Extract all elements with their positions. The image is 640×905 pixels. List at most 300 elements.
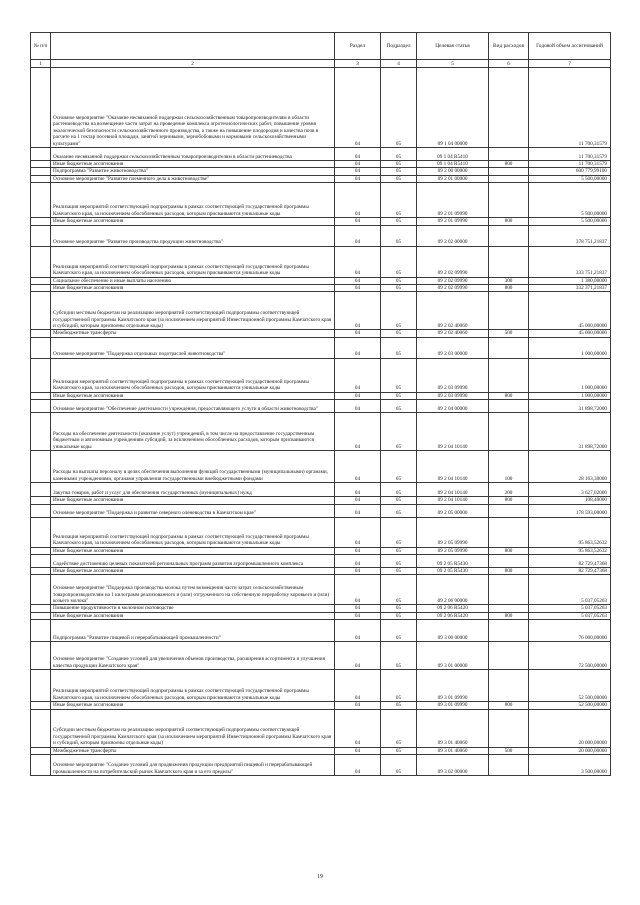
column-number: 1 xyxy=(31,60,51,68)
table-row xyxy=(31,747,611,754)
row-section: 04 xyxy=(335,337,381,358)
row-section: 04 xyxy=(335,358,381,392)
header-section: Раздел xyxy=(335,33,381,60)
row-amount: 72 500,00000 xyxy=(529,642,611,670)
row-subsection: 05 xyxy=(381,451,417,483)
table-row xyxy=(31,497,611,504)
row-description: Расходы на выплаты персоналу в целях обеспечения выполнения функций государственными (муниципальными) органами, казенными учреждениями, органами управления государственными внебюджетными фондами xyxy=(51,451,335,483)
table-row xyxy=(31,555,611,568)
row-description: Подпрограмма "Развитие животноводства" xyxy=(51,168,335,175)
row-number-cell xyxy=(31,451,51,483)
row-number-cell xyxy=(31,747,51,754)
row-number-cell xyxy=(31,755,51,776)
row-subsection: 05 xyxy=(381,330,417,337)
table-row xyxy=(31,168,611,175)
row-expense-type: 800 xyxy=(489,218,529,225)
row-expense-type xyxy=(489,605,529,612)
row-subsection: 05 xyxy=(381,642,417,670)
row-subsection: 05 xyxy=(381,568,417,575)
column-number: 6 xyxy=(489,60,529,68)
row-target-article: 09 2 01 09990 xyxy=(417,218,489,225)
row-expense-type: 200 xyxy=(489,483,529,497)
row-description: Основное мероприятие "Создание условий для увеличения объемов производства, расширения ассортимента и улучшения качества продукции Камчатского края" xyxy=(51,642,335,670)
row-target-article: 09 3 02 00000 xyxy=(417,755,489,776)
row-amount: 82 729,47368 xyxy=(529,555,611,568)
row-number-cell xyxy=(31,575,51,605)
row-expense-type xyxy=(489,413,529,451)
row-expense-type xyxy=(489,148,529,161)
row-section: 04 xyxy=(335,225,381,246)
table-row xyxy=(31,218,611,225)
header-number: № п/п xyxy=(31,33,51,60)
row-number-cell xyxy=(31,218,51,225)
row-expense-type: 800 xyxy=(489,547,529,554)
row-description: Иные бюджетные ассигнования xyxy=(51,568,335,575)
row-number-cell xyxy=(31,68,51,148)
row-amount: 95 863,52632 xyxy=(529,547,611,554)
row-number-cell xyxy=(31,642,51,670)
row-number-cell xyxy=(31,337,51,358)
row-target-article: 09 2 05 09990 xyxy=(417,517,489,547)
header-target-article: Целевая статья xyxy=(417,33,489,60)
table-row xyxy=(31,392,611,399)
row-description: Иные бюджетные ассигнования xyxy=(51,702,335,709)
header-subsection: Подраздел xyxy=(381,33,417,60)
row-section: 04 xyxy=(335,246,381,277)
row-expense-type: 800 xyxy=(489,612,529,619)
row-description: Иные бюджетные ассигнования xyxy=(51,392,335,399)
column-number: 5 xyxy=(417,60,489,68)
table-row xyxy=(31,612,611,619)
table-header-row xyxy=(31,33,611,60)
row-section: 04 xyxy=(335,642,381,670)
row-section: 04 xyxy=(335,413,381,451)
table-row xyxy=(31,451,611,483)
row-section: 04 xyxy=(335,605,381,612)
row-description: Основное мероприятие "Развитие племенного дела в животноводстве" xyxy=(51,175,335,182)
row-subsection: 05 xyxy=(381,183,417,218)
row-subsection: 05 xyxy=(381,168,417,175)
row-expense-type xyxy=(489,168,529,175)
table-row xyxy=(31,246,611,277)
row-amount: 600 779,99100 xyxy=(529,168,611,175)
row-subsection: 05 xyxy=(381,747,417,754)
row-section: 04 xyxy=(335,612,381,619)
row-number-cell xyxy=(31,547,51,554)
table-row xyxy=(31,620,611,642)
row-number-cell xyxy=(31,497,51,504)
table-row xyxy=(31,504,611,517)
table-row xyxy=(31,358,611,392)
table-row xyxy=(31,575,611,605)
row-expense-type xyxy=(489,68,529,148)
table-row xyxy=(31,183,611,218)
row-subsection: 05 xyxy=(381,612,417,619)
row-target-article: 09 2 04 10140 xyxy=(417,497,489,504)
row-amount: 45 000,00000 xyxy=(529,330,611,337)
row-number-cell xyxy=(31,555,51,568)
row-target-article: 09 2 05 R5430 xyxy=(417,555,489,568)
row-expense-type xyxy=(489,246,529,277)
row-section: 04 xyxy=(335,392,381,399)
row-number-cell xyxy=(31,246,51,277)
row-description: Закупка товаров, работ и услуг для обеспечения государственных (муниципальных) нужд xyxy=(51,483,335,497)
table-row xyxy=(31,547,611,554)
row-description: Реализация мероприятий соответствующей подпрограммы в рамках соответствующей государственной программы Камчатского края, за исключением обособленных расходов, которым присваиваются уникальные коды xyxy=(51,183,335,218)
row-expense-type: 500 xyxy=(489,747,529,754)
row-amount: 31 898,72000 xyxy=(529,400,611,413)
row-description: Субсидии местным бюджетам на реализацию мероприятий соответствующей подпрограммы соответствующей государственной программы Камчатского края (за исключением мероприятий Инвестиционной программы Камчатского края и субсидий, которым присвоены отдельные коды) xyxy=(51,709,335,747)
table-row xyxy=(31,175,611,182)
table-row xyxy=(31,413,611,451)
row-target-article: 09 2 04 10140 xyxy=(417,483,489,497)
row-amount: 52 500,00000 xyxy=(529,670,611,702)
row-number-cell xyxy=(31,702,51,709)
row-target-article: 09 1 04 00000 xyxy=(417,68,489,148)
row-number-cell xyxy=(31,483,51,497)
row-amount: 5 037,05263 xyxy=(529,612,611,619)
row-description: Межбюджетные трансферты xyxy=(51,747,335,754)
row-subsection: 05 xyxy=(381,483,417,497)
row-expense-type: 800 xyxy=(489,702,529,709)
table-row xyxy=(31,285,611,292)
row-description: Субсидии местным бюджетам на реализацию мероприятий соответствующей подпрограммы соответствующей государственной программы Камчатского края (за исключением мероприятий Инвестиционной программы Камчатского края и субсидий, которым присвоены отдельные коды) xyxy=(51,292,335,330)
row-subsection: 05 xyxy=(381,337,417,358)
row-amount: 332 371,21837 xyxy=(529,285,611,292)
row-expense-type xyxy=(489,504,529,517)
row-description: Реализация мероприятий соответствующей подпрограммы в рамках соответствующей государственной программы Камчатского края, за исключением обособленных расходов, которым присваиваются уникальные коды xyxy=(51,670,335,702)
row-subsection: 05 xyxy=(381,277,417,284)
row-number-cell xyxy=(31,148,51,161)
row-description: Основное мероприятие "Развитие производства продукции животноводства" xyxy=(51,225,335,246)
header-expense-type: Вид расходов xyxy=(489,33,529,60)
row-expense-type: 100 xyxy=(489,451,529,483)
row-description: Оказание несвязанной поддержки сельскохозяйственным товаропроизводителям в области растениеводства xyxy=(51,148,335,161)
row-target-article: 09 3 01 09990 xyxy=(417,670,489,702)
row-subsection: 05 xyxy=(381,175,417,182)
row-description: Содействие достижению целевых показателей региональных программ развития агропромышленного комплекса xyxy=(51,555,335,568)
row-subsection: 05 xyxy=(381,702,417,709)
row-amount: 5 037,05263 xyxy=(529,575,611,605)
table-row xyxy=(31,148,611,161)
row-description: Основное мероприятие "Создание условий для продвижения продукции предприятий пищевой и перерабатывающей промышленности на потребительский рынок Камчатского края и за его пределы" xyxy=(51,755,335,776)
row-amount: 1 000,00000 xyxy=(529,358,611,392)
row-subsection: 05 xyxy=(381,358,417,392)
row-amount: 11 700,31579 xyxy=(529,68,611,148)
row-target-article: 09 2 06 00000 xyxy=(417,575,489,605)
row-target-article: 09 2 03 09990 xyxy=(417,358,489,392)
row-number-cell xyxy=(31,358,51,392)
row-section: 04 xyxy=(335,292,381,330)
table-row xyxy=(31,483,611,497)
row-number-cell xyxy=(31,161,51,168)
row-amount: 5 500,00000 xyxy=(529,175,611,182)
row-amount: 31 898,72000 xyxy=(529,413,611,451)
row-expense-type xyxy=(489,642,529,670)
table-row xyxy=(31,400,611,413)
row-number-cell xyxy=(31,175,51,182)
row-subsection: 05 xyxy=(381,755,417,776)
row-target-article: 09 2 01 00000 xyxy=(417,175,489,182)
row-amount: 333 751,21837 xyxy=(529,246,611,277)
row-description: Иные бюджетные ассигнования xyxy=(51,218,335,225)
row-description: Расходы на обеспечение деятельности (оказание услуг) учреждений, в том числе на предоставление государственным бюджетным и автономным учреждениям субсидий, за исключением обособленных расходов, которым присваиваются уникальные коды xyxy=(51,413,335,451)
row-amount: 11 700,31579 xyxy=(529,161,611,168)
row-target-article: 09 2 03 00000 xyxy=(417,337,489,358)
table-row xyxy=(31,277,611,284)
row-description: Иные бюджетные ассигнования xyxy=(51,497,335,504)
row-subsection: 05 xyxy=(381,547,417,554)
row-target-article: 09 2 02 40060 xyxy=(417,330,489,337)
row-amount: 20 000,00000 xyxy=(529,709,611,747)
row-section: 04 xyxy=(335,709,381,747)
row-amount: 5 500,00000 xyxy=(529,183,611,218)
row-description: Основное мероприятие "Оказание несвязанной поддержки сельскохозяйственным товаропроизводителям в области растениеводства на возмещение части затрат на проведение комплекса агротехнологических работ, повышение уровня экологической безопасности сельскохозяйственного производства, а также на повышение плодородия и качества почв в расчете на 1 гектар посевной площади, занятой зерновыми, зернобобовыми и кормовыми сельскохозяйственными культурами" xyxy=(51,68,335,148)
header-annual-amount: Годовой объем ассигнований xyxy=(529,33,611,60)
row-section: 04 xyxy=(335,555,381,568)
row-target-article: 09 2 01 09990 xyxy=(417,183,489,218)
row-target-article: 09 2 05 R5430 xyxy=(417,568,489,575)
row-amount: 378 751,21837 xyxy=(529,225,611,246)
row-section: 04 xyxy=(335,400,381,413)
row-subsection: 05 xyxy=(381,285,417,292)
row-target-article: 09 1 04 R5410 xyxy=(417,161,489,168)
row-amount: 5 037,05263 xyxy=(529,605,611,612)
row-amount: 82 729,47368 xyxy=(529,568,611,575)
table-row xyxy=(31,642,611,670)
row-amount: 52 500,00000 xyxy=(529,702,611,709)
row-expense-type xyxy=(489,175,529,182)
row-amount: 11 700,31579 xyxy=(529,148,611,161)
row-target-article: 09 2 00 00000 xyxy=(417,168,489,175)
table-row xyxy=(31,517,611,547)
row-section: 04 xyxy=(335,497,381,504)
row-target-article: 09 3 01 00000 xyxy=(417,642,489,670)
row-amount: 3 500,00000 xyxy=(529,755,611,776)
row-section: 04 xyxy=(335,183,381,218)
row-amount: 76 000,00000 xyxy=(529,620,611,642)
table-row xyxy=(31,702,611,709)
row-description: Основное мероприятие "Поддержка отдельных подотраслей животноводства" xyxy=(51,337,335,358)
row-number-cell xyxy=(31,413,51,451)
row-number-cell xyxy=(31,620,51,642)
table-row xyxy=(31,161,611,168)
row-section: 04 xyxy=(335,755,381,776)
row-number-cell xyxy=(31,392,51,399)
row-subsection: 05 xyxy=(381,161,417,168)
row-description: Повышение продуктивности в молочном скотоводстве xyxy=(51,605,335,612)
row-amount: 1 000,00000 xyxy=(529,392,611,399)
row-description: Основное мероприятие "Поддержка производства молока путем возмещения части затрат сельскохозяйственным товаропроизводителям на 1 килограмм реализованного и (или) отгруженного на собственную переработку коровьего и (или) козьего молока" xyxy=(51,575,335,605)
row-section: 04 xyxy=(335,161,381,168)
row-number-cell xyxy=(31,568,51,575)
row-number-cell xyxy=(31,168,51,175)
row-description: Реализация мероприятий соответствующей подпрограммы в рамках соответствующей государственной программы Камчатского края, за исключением обособленных расходов, которым присваиваются уникальные коды xyxy=(51,517,335,547)
column-number-row xyxy=(31,60,611,68)
row-section: 04 xyxy=(335,504,381,517)
table-row xyxy=(31,330,611,337)
column-number: 7 xyxy=(529,60,611,68)
row-expense-type xyxy=(489,709,529,747)
row-number-cell xyxy=(31,292,51,330)
row-section: 04 xyxy=(335,670,381,702)
table-row xyxy=(31,68,611,148)
row-target-article: 09 3 00 00000 xyxy=(417,620,489,642)
row-section: 04 xyxy=(335,451,381,483)
row-subsection: 05 xyxy=(381,292,417,330)
table-row xyxy=(31,670,611,702)
row-subsection: 05 xyxy=(381,605,417,612)
row-description: Социальное обеспечение и иные выплаты населению xyxy=(51,277,335,284)
row-section: 04 xyxy=(335,575,381,605)
row-description: Реализация мероприятий соответствующей подпрограммы в рамках соответствующей государственной программы Камчатского края, за исключением обособленных расходов, которым присваиваются уникальные коды xyxy=(51,358,335,392)
row-section: 04 xyxy=(335,277,381,284)
row-target-article: 09 3 01 09990 xyxy=(417,702,489,709)
row-expense-type xyxy=(489,517,529,547)
table-row xyxy=(31,568,611,575)
row-expense-type xyxy=(489,670,529,702)
row-expense-type xyxy=(489,225,529,246)
row-expense-type xyxy=(489,575,529,605)
row-subsection: 05 xyxy=(381,413,417,451)
row-amount: 178 593,00000 xyxy=(529,504,611,517)
row-description: Основное мероприятие "Обеспечение деятельности учреждения, предоставляющего услуги в области животноводства" xyxy=(51,400,335,413)
row-subsection: 05 xyxy=(381,148,417,161)
row-section: 04 xyxy=(335,547,381,554)
row-description: Подпрограмма "Развитие пищевой и перерабатывающей промышленности" xyxy=(51,620,335,642)
row-subsection: 05 xyxy=(381,68,417,148)
row-number-cell xyxy=(31,605,51,612)
row-section: 04 xyxy=(335,175,381,182)
row-subsection: 05 xyxy=(381,620,417,642)
row-number-cell xyxy=(31,225,51,246)
row-expense-type xyxy=(489,400,529,413)
row-section: 04 xyxy=(335,702,381,709)
row-amount: 45 000,00000 xyxy=(529,292,611,330)
row-subsection: 05 xyxy=(381,504,417,517)
table-row xyxy=(31,292,611,330)
row-amount: 1 000,00000 xyxy=(529,337,611,358)
row-target-article: 09 2 04 10140 xyxy=(417,413,489,451)
table-row xyxy=(31,337,611,358)
row-number-cell xyxy=(31,400,51,413)
table-row xyxy=(31,225,611,246)
row-subsection: 05 xyxy=(381,575,417,605)
row-section: 04 xyxy=(335,68,381,148)
row-expense-type xyxy=(489,183,529,218)
row-number-cell xyxy=(31,517,51,547)
row-description: Иные бюджетные ассигнования xyxy=(51,547,335,554)
row-description: Иные бюджетные ассигнования xyxy=(51,612,335,619)
row-expense-type xyxy=(489,620,529,642)
row-expense-type xyxy=(489,358,529,392)
row-section: 04 xyxy=(335,330,381,337)
row-description: Межбюджетные трансферты xyxy=(51,330,335,337)
row-target-article: 09 3 01 40060 xyxy=(417,747,489,754)
row-expense-type: 800 xyxy=(489,497,529,504)
row-number-cell xyxy=(31,277,51,284)
column-number: 4 xyxy=(381,60,417,68)
row-target-article: 09 2 04 00000 xyxy=(417,400,489,413)
row-amount: 20 000,00000 xyxy=(529,747,611,754)
row-target-article: 09 3 01 40060 xyxy=(417,709,489,747)
row-section: 04 xyxy=(335,747,381,754)
row-number-cell xyxy=(31,709,51,747)
row-number-cell xyxy=(31,612,51,619)
row-section: 04 xyxy=(335,517,381,547)
row-section: 04 xyxy=(335,168,381,175)
table-body xyxy=(31,68,611,776)
row-amount: 3 627,02000 xyxy=(529,483,611,497)
row-amount: 95 863,52632 xyxy=(529,517,611,547)
row-section: 04 xyxy=(335,148,381,161)
table-row xyxy=(31,605,611,612)
row-subsection: 05 xyxy=(381,670,417,702)
row-subsection: 05 xyxy=(381,392,417,399)
row-amount: 1 380,00000 xyxy=(529,277,611,284)
row-amount: 28 163,30000 xyxy=(529,451,611,483)
row-section: 04 xyxy=(335,568,381,575)
header-description xyxy=(51,33,335,60)
column-number: 2 xyxy=(51,60,335,68)
row-expense-type xyxy=(489,755,529,776)
row-subsection: 05 xyxy=(381,246,417,277)
row-target-article: 09 2 02 40060 xyxy=(417,292,489,330)
row-subsection: 05 xyxy=(381,400,417,413)
row-section: 04 xyxy=(335,620,381,642)
row-subsection: 05 xyxy=(381,497,417,504)
row-amount: 108,40000 xyxy=(529,497,611,504)
row-target-article: 09 2 04 10140 xyxy=(417,451,489,483)
row-number-cell xyxy=(31,285,51,292)
row-target-article: 09 2 02 00000 xyxy=(417,225,489,246)
row-expense-type: 300 xyxy=(489,277,529,284)
row-target-article: 09 2 02 09990 xyxy=(417,246,489,277)
row-number-cell xyxy=(31,670,51,702)
row-description: Иные бюджетные ассигнования xyxy=(51,285,335,292)
budget-allocation-table xyxy=(30,32,611,776)
row-section: 04 xyxy=(335,483,381,497)
row-target-article: 09 2 06 R5420 xyxy=(417,605,489,612)
row-expense-type: 800 xyxy=(489,285,529,292)
row-amount: 5 500,00000 xyxy=(529,218,611,225)
row-target-article: 09 2 02 09990 xyxy=(417,277,489,284)
row-target-article: 09 2 05 00000 xyxy=(417,504,489,517)
row-expense-type: 500 xyxy=(489,330,529,337)
row-expense-type xyxy=(489,292,529,330)
row-description: Реализация мероприятий соответствующей подпрограммы в рамках соответствующей государственной программы Камчатского края, за исключением обособленных расходов, которым присваиваются уникальные коды xyxy=(51,246,335,277)
row-expense-type xyxy=(489,555,529,568)
column-number: 3 xyxy=(335,60,381,68)
row-target-article: 09 2 03 09990 xyxy=(417,392,489,399)
row-number-cell xyxy=(31,183,51,218)
row-expense-type: 800 xyxy=(489,392,529,399)
row-number-cell xyxy=(31,330,51,337)
row-section: 04 xyxy=(335,285,381,292)
row-section: 04 xyxy=(335,218,381,225)
row-expense-type: 800 xyxy=(489,568,529,575)
row-subsection: 05 xyxy=(381,225,417,246)
row-target-article: 09 2 06 R5420 xyxy=(417,612,489,619)
row-description: Основное мероприятие "Поддержка и развитие северного оленеводства в Камчатском крае" xyxy=(51,504,335,517)
page-number: 19 xyxy=(317,874,323,880)
row-target-article: 09 1 04 R5410 xyxy=(417,148,489,161)
row-subsection: 05 xyxy=(381,555,417,568)
row-number-cell xyxy=(31,504,51,517)
row-subsection: 05 xyxy=(381,709,417,747)
budget-table-sheet xyxy=(30,32,610,776)
table-row xyxy=(31,709,611,747)
